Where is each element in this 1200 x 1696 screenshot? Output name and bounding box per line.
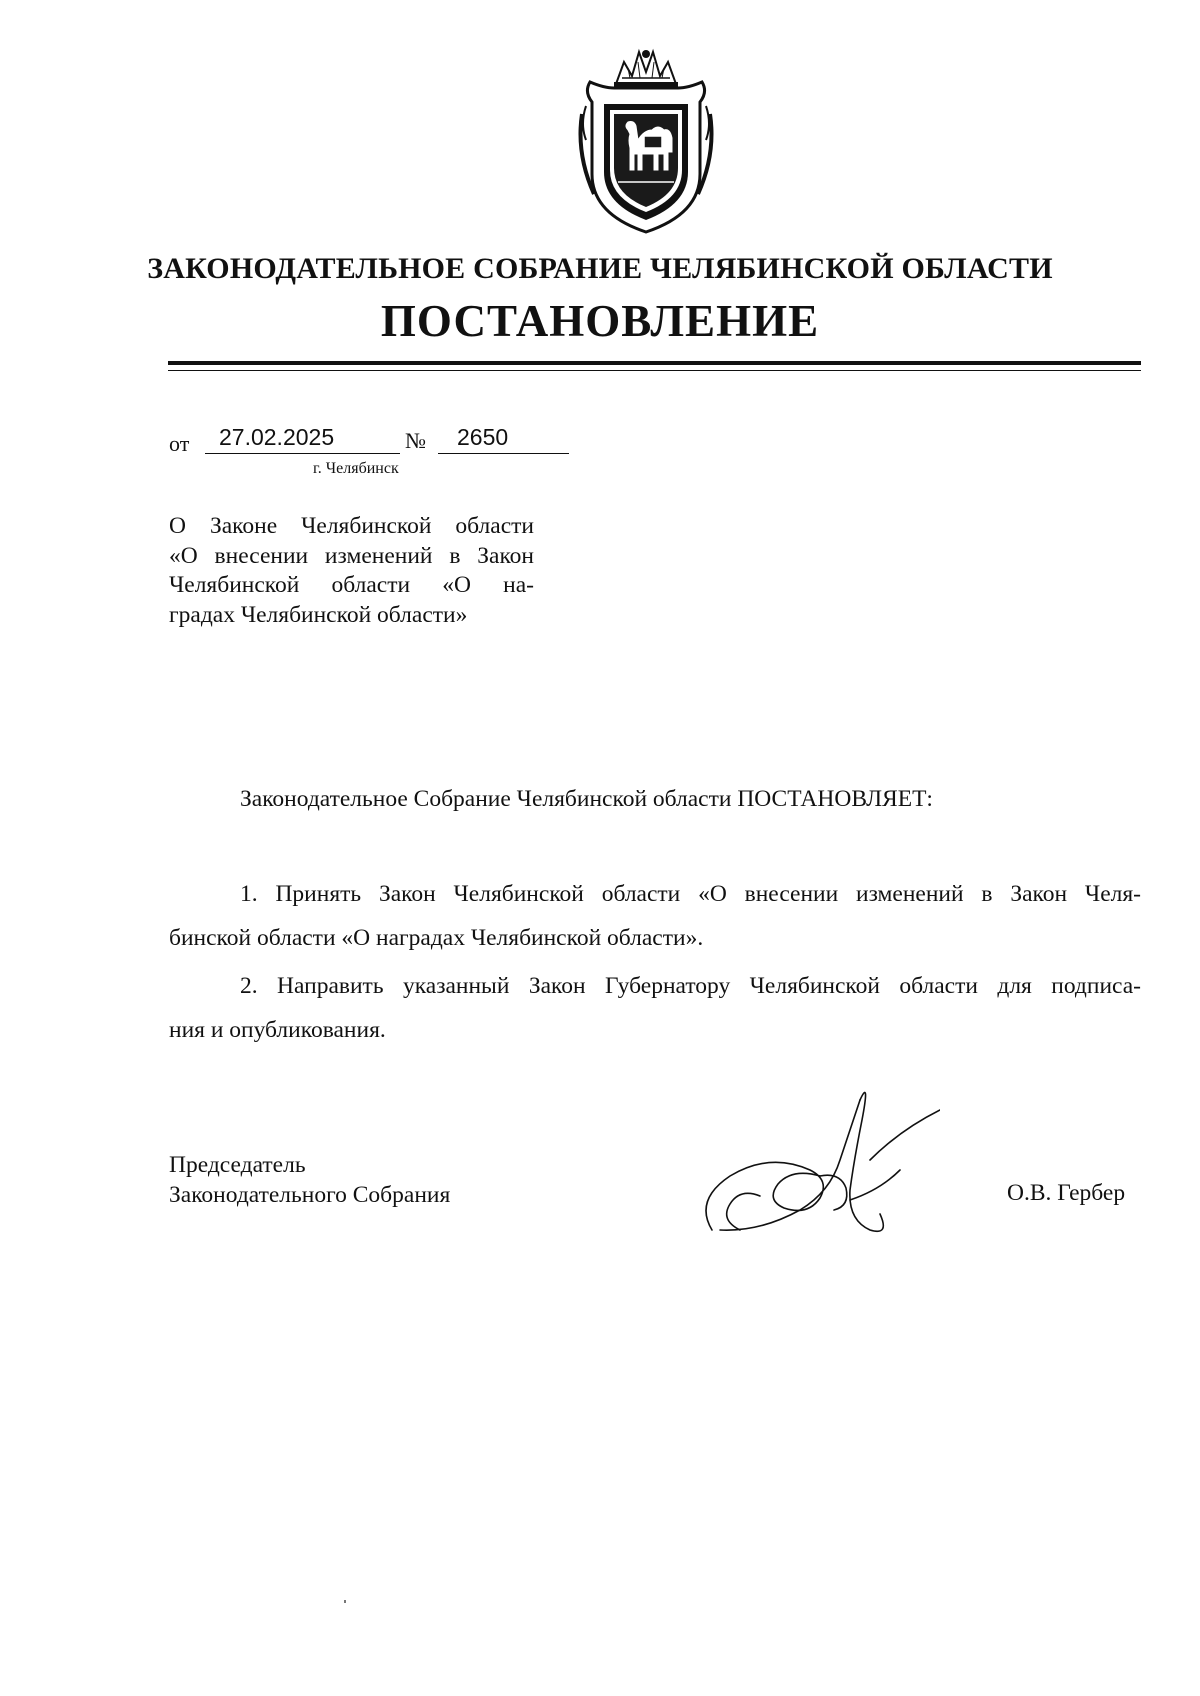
resolution-item-line: 2. Направить указанный Закон Губернатору Челябинской области для подписа- xyxy=(240,973,1141,999)
header-divider-thick xyxy=(168,361,1141,365)
signatory-name: О.В. Гербер xyxy=(1007,1180,1126,1206)
document-subject xyxy=(169,512,534,630)
resolution-item-line: 1. Принять Закон Челябинской области «О внесении изменений в Закон Челя- xyxy=(240,881,1141,907)
header-divider-thin xyxy=(168,370,1141,371)
signatory-title-line: Председатель xyxy=(169,1152,306,1178)
signatory-title xyxy=(169,1150,450,1210)
subject-line: Челябинской области «О на- xyxy=(169,572,534,598)
date-prefix-label: от xyxy=(169,431,190,456)
chelyabinsk-oblast-coat-of-arms-icon xyxy=(572,44,720,236)
scan-artifact xyxy=(344,1600,346,1603)
date-underline xyxy=(205,453,400,454)
organization-name: ЗАКОНОДАТЕЛЬНОЕ СОБРАНИЕ ЧЕЛЯБИНСКОЙ ОБЛАСТИ xyxy=(147,252,1053,285)
document-date: 27.02.2025 xyxy=(219,424,335,450)
resolution-preamble: Законодательное Собрание Челябинской области ПОСТАНОВЛЯЕТ: xyxy=(240,786,933,812)
subject-line: О Законе Челябинской области xyxy=(169,513,534,539)
number-underline xyxy=(438,453,569,454)
resolution-item-line: бинской области «О наградах Челябинской области». xyxy=(169,925,704,951)
issuing-city: г. Челябинск xyxy=(313,460,399,477)
handwritten-signature-icon xyxy=(700,1080,940,1245)
resolution-item-2 xyxy=(169,964,1141,1052)
subject-line: «О внесении изменений в Закон xyxy=(169,542,534,569)
resolution-item-line: ния и опубликования. xyxy=(169,1017,386,1043)
document-type-title: ПОСТАНОВЛЕНИЕ xyxy=(380,296,820,346)
document-number: 2650 xyxy=(457,424,509,450)
signatory-title-line: Законодательного Собрания xyxy=(169,1182,451,1208)
number-label: № xyxy=(405,428,426,453)
resolution-item-1 xyxy=(169,872,1141,960)
subject-line: градах Челябинской области» xyxy=(169,601,468,628)
